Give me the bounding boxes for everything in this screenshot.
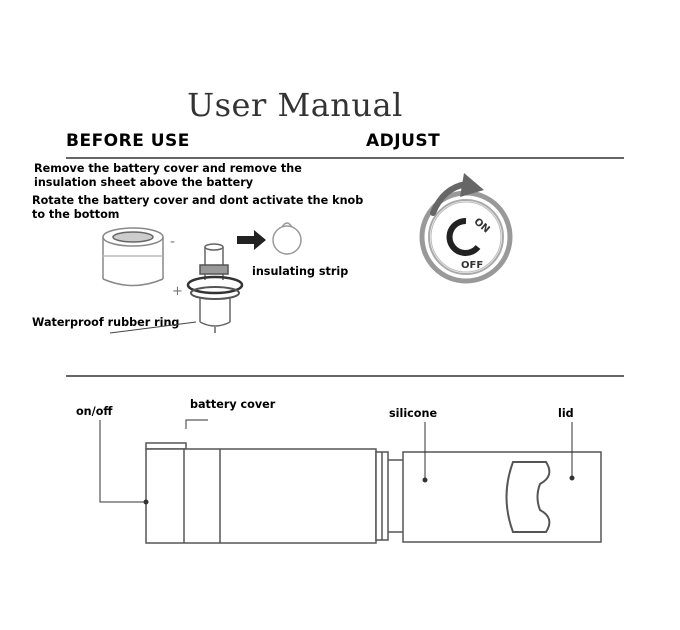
before-use-heading: BEFORE USE <box>66 131 190 151</box>
battery-cover-label: battery cover <box>190 398 276 411</box>
step-rotate-cover: Rotate the battery cover and dont activate the knob to the bottom <box>32 194 364 221</box>
rubber-ring-leader <box>110 322 196 333</box>
page-title: User Manual <box>187 86 403 124</box>
minus-sign: - <box>170 234 176 250</box>
step-remove-insulation: Remove the battery cover and remove the insulation sheet above the battery <box>34 162 302 189</box>
silicone-label: silicone <box>389 407 438 420</box>
knob-on-label: ON <box>471 216 492 236</box>
insulating-strip-icon <box>273 223 301 254</box>
rubber-ring-label: Waterproof rubber ring <box>32 316 180 329</box>
battery-cover-illustration <box>103 228 163 286</box>
adjust-heading: ADJUST <box>366 131 441 151</box>
arrow-right-icon <box>237 230 266 250</box>
plus-sign: + <box>172 284 183 299</box>
device-top-illustration <box>188 244 242 333</box>
lid-label: lid <box>558 407 574 420</box>
device-body-illustration <box>146 443 601 543</box>
onoff-label: on/off <box>76 405 113 418</box>
knob-off-label: OFF <box>461 260 484 271</box>
insulating-strip-label: insulating strip <box>252 265 349 278</box>
